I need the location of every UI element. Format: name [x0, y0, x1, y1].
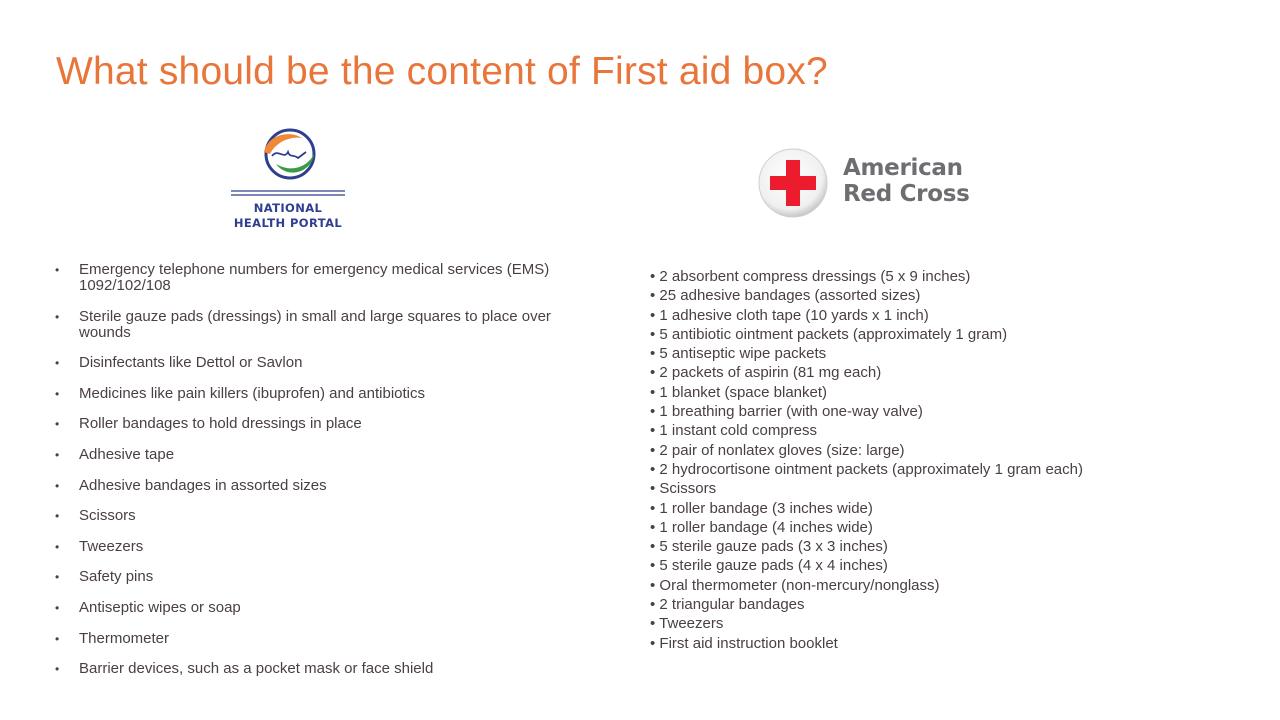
nhp-logo-line2: HEALTH PORTAL [233, 216, 343, 230]
list-item: • Scissors [55, 508, 555, 524]
list-item: • Tweezers [650, 614, 1250, 633]
list-item: • Safety pins [55, 569, 555, 585]
list-item: • Thermometer [55, 631, 555, 647]
list-item: • Tweezers [55, 539, 555, 555]
list-item: • 1 blanket (space blanket) [650, 383, 1250, 402]
red-cross-list [650, 267, 1250, 653]
list-item: • 2 hydrocortisone ointment packets (approximately 1 gram each) [650, 460, 1250, 479]
list-item: • Sterile gauze pads (dressings) in small and large squares to place over wounds [55, 309, 555, 341]
list-item: • 2 triangular bandages [650, 595, 1250, 614]
national-health-portal-logo [228, 122, 348, 232]
list-item: • Roller bandages to hold dressings in place [55, 416, 555, 432]
list-item: • Adhesive bandages in assorted sizes [55, 478, 555, 494]
arc-logo-line2: Red Cross [843, 181, 970, 207]
list-item: • Oral thermometer (non-mercury/nonglass) [650, 576, 1250, 595]
slide-title: What should be the content of First aid box? [56, 50, 828, 93]
list-item: • Scissors [650, 479, 1250, 498]
american-red-cross-logo [757, 147, 987, 219]
list-item: • 2 packets of aspirin (81 mg each) [650, 363, 1250, 382]
list-item: • 1 instant cold compress [650, 421, 1250, 440]
nhp-emblem-icon [228, 122, 348, 197]
list-item: • Emergency telephone numbers for emergency medical services (EMS) 1092/102/108 [55, 262, 555, 294]
list-item: • 1 adhesive cloth tape (10 yards x 1 inch) [650, 306, 1250, 325]
list-item: • 1 breathing barrier (with one-way valve) [650, 402, 1250, 421]
list-item: • 5 sterile gauze pads (4 x 4 inches) [650, 556, 1250, 575]
list-item: • Antiseptic wipes or soap [55, 600, 555, 616]
nhp-logo-line1: NATIONAL [253, 201, 323, 215]
red-cross-icon [757, 147, 829, 219]
list-item: • 1 roller bandage (4 inches wide) [650, 518, 1250, 537]
list-item: • Disinfectants like Dettol or Savlon [55, 355, 555, 371]
list-item: • 25 adhesive bandages (assorted sizes) [650, 286, 1250, 305]
list-item: • 2 pair of nonlatex gloves (size: large) [650, 441, 1250, 460]
list-item: • 1 roller bandage (3 inches wide) [650, 499, 1250, 518]
list-item: • 2 absorbent compress dressings (5 x 9 inches) [650, 267, 1250, 286]
arc-logo-line1: American [843, 155, 963, 181]
list-item: • First aid instruction booklet [650, 634, 1250, 653]
list-item: • Medicines like pain killers (ibuprofen) and antibiotics [55, 386, 555, 402]
list-item: • 5 sterile gauze pads (3 x 3 inches) [650, 537, 1250, 556]
list-item: • 5 antiseptic wipe packets [650, 344, 1250, 363]
national-health-portal-list [55, 262, 555, 692]
list-item: • Barrier devices, such as a pocket mask or face shield [55, 661, 555, 677]
list-item: • 5 antibiotic ointment packets (approximately 1 gram) [650, 325, 1250, 344]
list-item: • Adhesive tape [55, 447, 555, 463]
